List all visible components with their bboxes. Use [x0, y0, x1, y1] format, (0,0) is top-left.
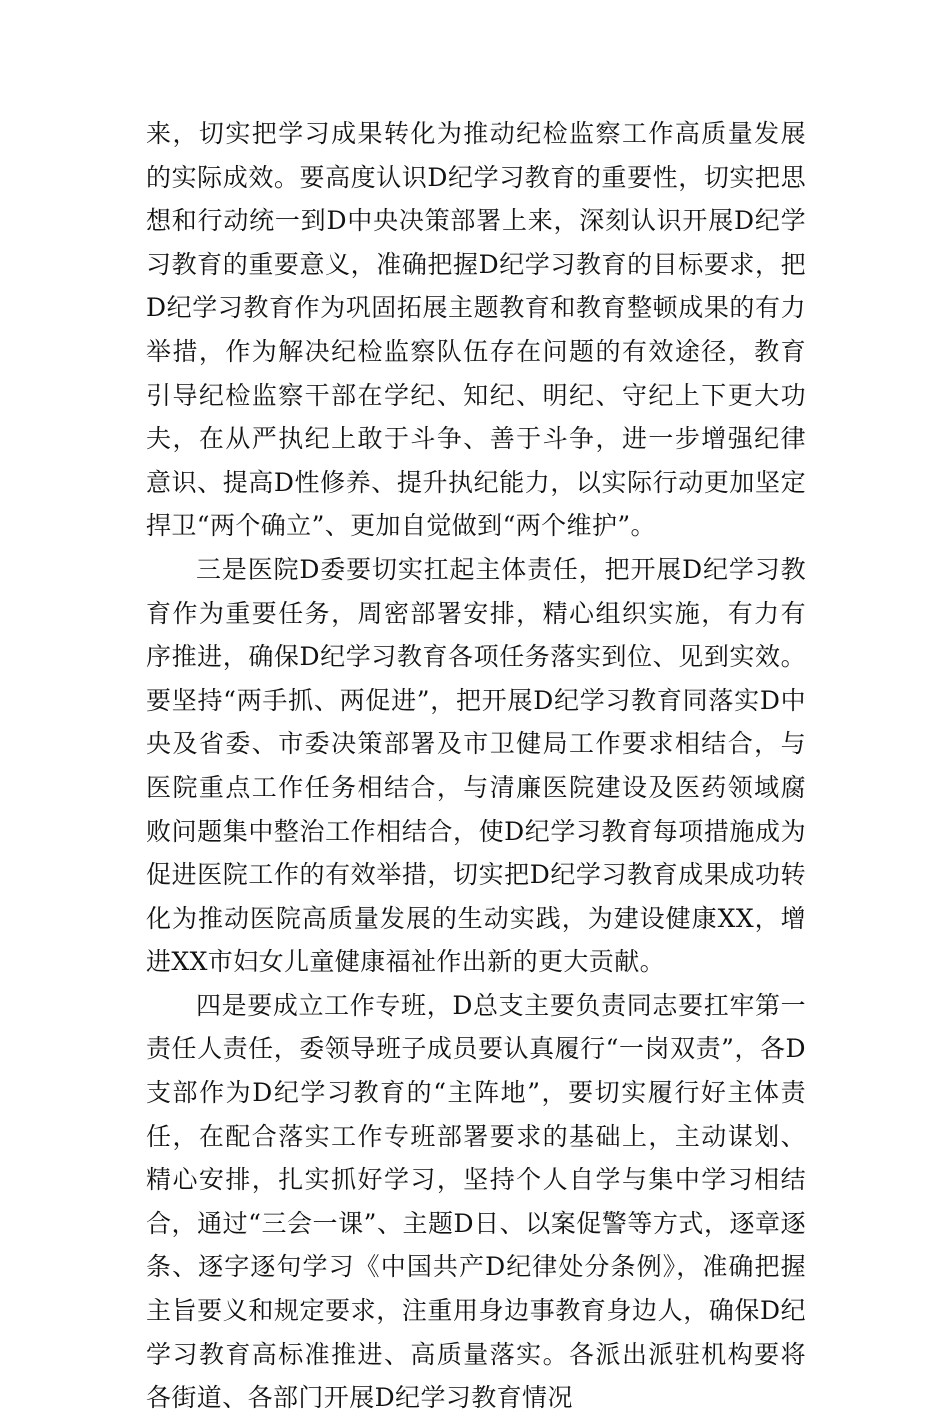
paragraph-continuation: 来，切实把学习成果转化为推动纪检监察工作高质量发展的实际成效。要高度认识D纪学习教育的重要性，切实把思想和行动统一到D中央决策部署上来，深刻认识开展D纪学习教育的重要意义，准确把握D纪学习教育的目标要求，把D纪学习教育作为巩固拓展主题教育和教育整顿成果的有力举措，作为解决纪检监察队伍存在问题的有效途径，教育引导纪检监察干部在学纪、知纪、明纪、守纪上下更大功夫，在从严执纪上敢于斗争、善于斗争，进一步增强纪律意识、提高D性修养、提升执纪能力，以实际行动更加坚定捍卫“两个确立”、更加自觉做到“两个维护”。	[146, 119, 806, 541]
document-page	[146, 112, 806, 1420]
paragraph-point-three: 三是医院D委要切实扛起主体责任，把开展D纪学习教育作为重要任务，周密部署安排，精心组织实施，有力有序推进，确保D纪学习教育各项任务落实到位、见到实效。要坚持“两手抓、两促进”，把开展D纪学习教育同落实D中央及省委、市委决策部署及市卫健局工作要求相结合，与医院重点工作任务相结合，与清廉医院建设及医药领域腐败问题集中整治工作相结合，使D纪学习教育每项措施成为促进医院工作的有效举措，切实把D纪学习教育成果成功转化为推动医院高质量发展的生动实践，为建设健康XX，增进XX市妇女儿童健康福祉作出新的更大贡献。	[146, 554, 806, 977]
paragraph-point-four: 四是要成立工作专班，D总支主要负责同志要扛牢第一责任人责任，委领导班子成员要认真履行“一岗双责”，各D支部作为D纪学习教育的“主阵地”，要切实履行好主体责任，在配合落实工作专班部署要求的基础上，主动谋划、精心安排，扎实抓好学习，坚持个人自学与集中学习相结合，通过“三会一课”、主题D日、以案促警等方式，逐章逐条、逐字逐句学习《中国共产D纪律处分条例》，准确把握主旨要义和规定要求，注重用身边事教育身边人，确保D纪学习教育高标准推进、高质量落实。各派出派驻机构要将各街道、各部门开展D纪学习教育情况	[146, 990, 806, 1413]
